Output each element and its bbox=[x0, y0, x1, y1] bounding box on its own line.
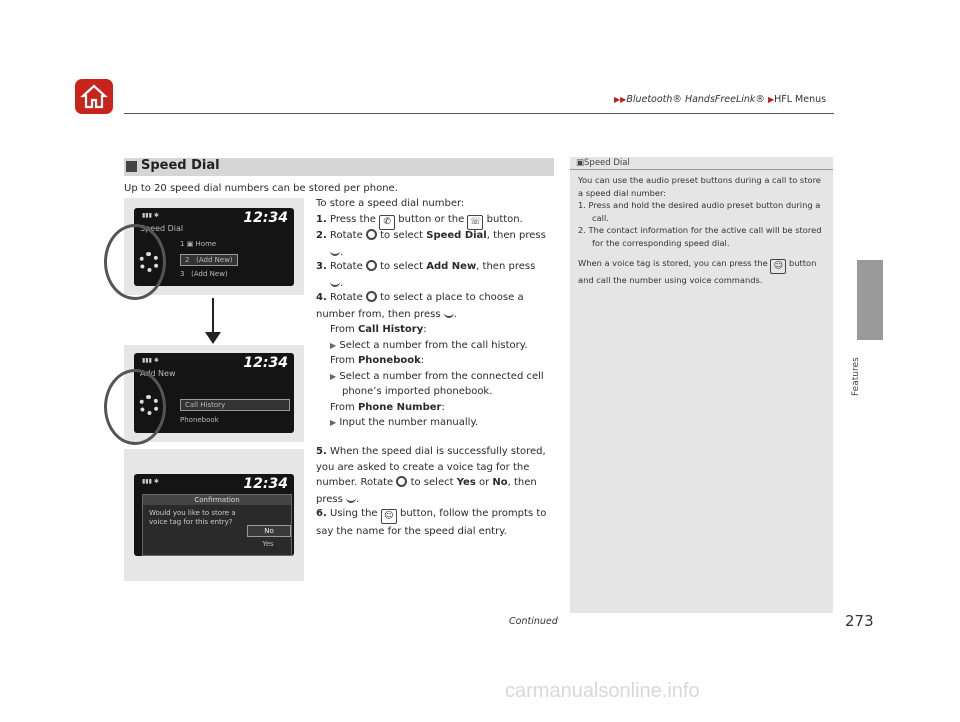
talk-icon: ☺ bbox=[381, 509, 397, 524]
arrow-icon: ▶ bbox=[330, 340, 337, 350]
page-number: 273 bbox=[845, 612, 874, 630]
screen-confirmation: ▮▮▮ ✱ 12:34 Confirmation Would you like to store a voice tag for this entry? No Yes bbox=[124, 449, 304, 581]
sidebar-text: You can use the audio preset buttons during a call to store a speed dial number: 1. Press and hold the desired audio preset button during a call. 2. The contact information for the active call will be stored for the corresponding speed dial. When a voice tag is stored, you can press the ☺ button and call the number using voice commands. bbox=[578, 175, 822, 285]
signal-icon: ▮▮▮ ✱ bbox=[142, 212, 159, 219]
step-4: 4. Rotate to select a place to choose a number from, then press . From Call History: ▶ Select a number from the call history. From Phonebook: ▶ Select a number from the connected cell phone’s imported phonebook. From Phone Number: ▶ Input the number manually. bbox=[316, 292, 544, 428]
down-arrowhead-icon bbox=[205, 332, 221, 344]
watermark: carmanualsonline.info bbox=[505, 680, 700, 702]
side-tab bbox=[857, 260, 883, 340]
steps-lead: To store a speed dial number: bbox=[316, 198, 465, 209]
arrow-icon: ▶ bbox=[330, 371, 337, 381]
interface-dial-icon bbox=[366, 229, 377, 240]
interface-dial-icon bbox=[366, 291, 377, 302]
no-option: No bbox=[247, 525, 291, 537]
press-icon bbox=[330, 275, 340, 287]
interface-dial-icon bbox=[366, 260, 377, 271]
talk-icon: ☺ bbox=[770, 259, 786, 274]
note-icon: ▣ bbox=[576, 158, 585, 168]
signal-icon: ▮▮▮ ✱ bbox=[142, 357, 159, 364]
section-heading: Speed Dial bbox=[124, 158, 554, 176]
breadcrumb: ▶▶Bluetooth® HandsFreeLink® ▶HFL Menus bbox=[614, 94, 827, 105]
header-divider bbox=[124, 113, 834, 114]
screen-speed-dial: ▮▮▮ ✱ 12:34 Speed Dial 1 ▣ Home 2 (Add New) 3 (Add New) bbox=[124, 198, 304, 295]
confirmation-dialog: Confirmation Would you like to store a voice tag for this entry? No Yes bbox=[142, 494, 292, 556]
interface-dial-icon bbox=[396, 476, 407, 487]
phone-icon: ✆ bbox=[379, 215, 395, 230]
step-6: 6. Using the ☺ button, follow the prompts to say the name for the speed dial entry. bbox=[316, 508, 547, 537]
square-bullet-icon bbox=[126, 161, 137, 172]
screen-add-new: ▮▮▮ ✱ 12:34 Add New Call History Phonebook bbox=[124, 345, 304, 442]
signal-icon: ▮▮▮ ✱ bbox=[142, 478, 159, 485]
press-icon bbox=[330, 244, 340, 256]
gear-icon bbox=[139, 395, 159, 415]
step-3: 3. Rotate to select Add New, then press . bbox=[316, 261, 536, 289]
continued-label: Continued bbox=[509, 616, 558, 627]
press-icon bbox=[346, 491, 356, 503]
step-5: 5. When the speed dial is successfully stored, you are asked to create a voice tag for the number. Rotate to select Yes or No, then press . bbox=[316, 446, 546, 505]
step-2: 2. Rotate to select Speed Dial, then press . bbox=[316, 230, 546, 258]
breadcrumb-arrow-icon: ▶ bbox=[767, 95, 775, 104]
press-icon bbox=[444, 306, 454, 318]
yes-option: Yes bbox=[262, 540, 274, 548]
sidebar-title: ▣Speed Dial bbox=[576, 158, 630, 168]
sidebar-divider bbox=[570, 169, 833, 170]
arrow-icon: ▶ bbox=[330, 418, 337, 427]
home-icon[interactable] bbox=[75, 79, 113, 114]
intro-text: Up to 20 speed dial numbers can be stored per phone. bbox=[124, 183, 398, 194]
gear-icon bbox=[139, 252, 159, 272]
side-tab-label: Features bbox=[851, 357, 861, 396]
pick-up-icon: ☏ bbox=[467, 215, 483, 230]
step-1: 1. Press the ✆ button or the ☏ button. bbox=[316, 212, 556, 230]
breadcrumb-arrow-icon: ▶▶ bbox=[614, 95, 627, 104]
